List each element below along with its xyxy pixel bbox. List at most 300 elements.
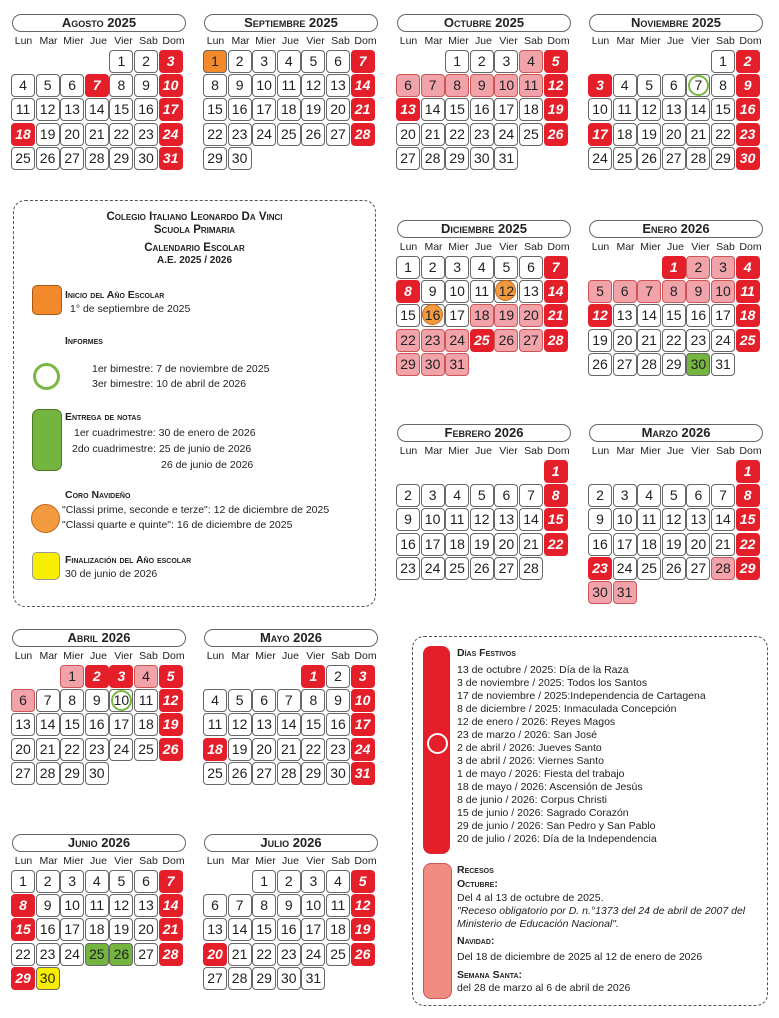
day-cell-hol — [544, 280, 568, 303]
weekday-label: Jue — [90, 650, 107, 662]
day-number: 10 — [498, 77, 515, 94]
day-cell-hol — [736, 557, 760, 580]
day-grid — [11, 665, 186, 811]
day-number: 29 — [666, 355, 682, 372]
day-number: 4 — [211, 692, 219, 709]
day-cell — [85, 689, 109, 712]
day-number: 7 — [358, 53, 367, 69]
day-cell — [252, 943, 276, 966]
day-cell-hol — [396, 98, 420, 121]
day-number: 12 — [305, 77, 322, 94]
weekday-header — [396, 444, 571, 458]
day-cell — [277, 762, 301, 785]
day-number: 3 — [309, 873, 318, 889]
day-cell — [85, 713, 109, 736]
day-number: 6 — [142, 873, 150, 889]
weekday-label: Vier — [306, 35, 325, 47]
day-cell — [711, 98, 735, 121]
day-cell — [470, 147, 494, 170]
day-number: 8 — [260, 897, 269, 914]
day-cell — [662, 304, 686, 327]
day-cell — [421, 280, 445, 303]
month-title: Noviembre 2025 — [589, 14, 763, 32]
day-number: 11 — [449, 511, 465, 528]
day-number: 12 — [354, 897, 371, 914]
day-cell — [203, 98, 227, 121]
day-number: 19 — [305, 101, 322, 118]
day-number: 22 — [449, 125, 465, 142]
day-number: 18 — [449, 535, 465, 552]
day-cell-grade — [686, 353, 710, 376]
day-cell — [109, 147, 133, 170]
day-cell — [11, 738, 35, 761]
day-cell-hol — [544, 533, 568, 556]
holiday-item: 8 de junio / 2026: Corpus Christi — [457, 794, 607, 806]
recesos-octubre-text: Del 4 al 13 de octubre de 2025. — [457, 892, 604, 904]
day-number: 5 — [645, 77, 654, 94]
weekday-label: Sab — [139, 650, 158, 662]
day-cell — [36, 147, 60, 170]
day-number: 19 — [547, 101, 564, 118]
weekday-header — [588, 240, 763, 254]
weekday-label: Vier — [306, 650, 325, 662]
day-cell-hol — [736, 329, 760, 352]
weekday-label: Mar — [39, 650, 58, 662]
holiday-item: 29 de junio / 2026: San Pedro y San Pablo — [457, 820, 656, 832]
day-number: 17 — [498, 101, 515, 118]
day-cell — [470, 533, 494, 556]
day-number: 9 — [92, 692, 101, 709]
day-number: 28 — [715, 559, 731, 576]
day-number: 8 — [309, 692, 318, 709]
coro-2: "Classi quarte e quinte": 16 de diciembre de 2025 — [62, 519, 293, 531]
weekday-label: Mier — [63, 855, 84, 867]
day-number: 7 — [527, 487, 535, 504]
day-number: 16 — [39, 921, 56, 938]
day-number: 17 — [592, 125, 608, 142]
day-cell — [662, 353, 686, 376]
day-number: 21 — [231, 945, 248, 962]
holiday-item: 17 de noviembre / 2025:Independencia de Cartagena — [457, 690, 706, 702]
month-title: Junio 2026 — [12, 834, 186, 852]
day-cell — [637, 98, 661, 121]
day-cell-rec — [134, 665, 158, 688]
day-number: 14 — [281, 716, 297, 733]
day-number: 16 — [281, 921, 297, 938]
day-cell — [134, 943, 158, 966]
day-cell — [686, 484, 710, 507]
day-number: 3 — [620, 487, 629, 504]
day-number: 3 — [358, 668, 367, 684]
weekday-label: Lun — [591, 445, 610, 457]
day-number: 5 — [309, 53, 318, 69]
day-cell — [637, 304, 661, 327]
day-cell-inf — [109, 689, 133, 712]
day-number: 5 — [551, 53, 560, 69]
weekday-header — [11, 649, 186, 663]
day-number: 8 — [743, 487, 752, 504]
day-cell-hol — [11, 894, 35, 917]
day-cell — [60, 762, 84, 785]
day-cell — [252, 967, 276, 990]
weekday-label: Jue — [282, 35, 299, 47]
day-number: 3 — [428, 487, 437, 504]
weekday-header — [203, 34, 378, 48]
day-number: 18 — [207, 740, 223, 757]
day-cell — [252, 74, 276, 97]
day-number: 15 — [449, 101, 465, 118]
day-number: 26 — [592, 355, 608, 372]
day-cell — [711, 147, 735, 170]
month-febrero — [396, 424, 571, 606]
weekday-label: Lun — [399, 241, 418, 253]
day-cell — [470, 484, 494, 507]
day-number: 18 — [138, 716, 154, 733]
day-cell — [60, 738, 84, 761]
day-cell — [109, 50, 133, 73]
weekday-label: Lun — [14, 35, 33, 47]
weekday-label: Dom — [162, 35, 185, 47]
day-cell — [494, 484, 518, 507]
day-cell-hol — [470, 329, 494, 352]
weekday-label: Dom — [547, 241, 570, 253]
day-number: 8 — [404, 283, 412, 300]
day-cell-hol — [203, 943, 227, 966]
day-cell — [326, 738, 350, 761]
day-number: 28 — [547, 331, 564, 348]
day-cell-hol — [544, 460, 568, 483]
day-number: 11 — [740, 283, 755, 300]
day-number: 10 — [449, 283, 465, 300]
notas-title: Entrega de notas — [65, 411, 142, 423]
day-cell — [134, 123, 158, 146]
day-number: 30 — [474, 149, 490, 166]
day-number: 15 — [64, 716, 80, 733]
day-cell — [613, 329, 637, 352]
day-number: 24 — [113, 740, 130, 757]
day-cell — [494, 123, 518, 146]
day-number: 16 — [690, 307, 707, 324]
day-number: 19 — [39, 125, 56, 142]
day-number: 24 — [616, 559, 633, 576]
month-enero — [588, 220, 763, 402]
day-number: 30 — [330, 764, 346, 781]
day-cell — [301, 98, 325, 121]
day-number: 12 — [547, 77, 564, 94]
day-number: 8 — [19, 897, 27, 914]
day-number: 9 — [334, 692, 342, 709]
day-number: 28 — [281, 764, 297, 781]
day-number: 11 — [523, 77, 539, 94]
inicio-date: 1° de septiembre de 2025 — [70, 303, 191, 315]
day-number: 31 — [449, 355, 465, 372]
day-number: 1 — [551, 463, 560, 479]
festivos-list — [457, 664, 757, 846]
day-cell — [662, 557, 686, 580]
day-number: 1 — [453, 53, 462, 69]
day-number: 27 — [15, 764, 31, 781]
day-cell — [711, 74, 735, 97]
day-cell — [277, 918, 301, 941]
day-number: 28 — [231, 969, 248, 986]
day-number: 10 — [592, 101, 608, 118]
day-number: 20 — [256, 740, 272, 757]
day-number: 2 — [428, 259, 437, 275]
weekday-label: Mar — [616, 241, 635, 253]
weekday-label: Jue — [667, 35, 684, 47]
day-cell-rec — [711, 557, 735, 580]
day-number: 26 — [162, 740, 179, 757]
day-number: 21 — [162, 921, 179, 938]
day-cell-rec — [11, 689, 35, 712]
notas-3: 26 de junio de 2026 — [161, 459, 254, 471]
day-number: 1 — [117, 53, 126, 69]
school-name: Colegio Italiano Leonardo Da Vinci — [106, 211, 283, 223]
day-cell-hol — [544, 256, 568, 279]
day-cell-inf — [686, 74, 710, 97]
day-cell — [494, 533, 518, 556]
weekday-label: Lun — [399, 35, 418, 47]
day-number: 29 — [305, 764, 322, 781]
weekday-label: Mier — [448, 35, 469, 47]
day-number: 16 — [739, 101, 756, 118]
day-grid — [203, 665, 378, 811]
month-septiembre — [203, 14, 378, 196]
day-cell — [109, 713, 133, 736]
weekday-header — [588, 444, 763, 458]
day-cell — [711, 353, 735, 376]
weekday-label: Mar — [424, 35, 443, 47]
day-cell-hol — [662, 256, 686, 279]
day-cell-hol — [736, 123, 760, 146]
weekday-label: Mier — [255, 35, 276, 47]
day-number: 3 — [117, 668, 126, 684]
day-cell — [396, 557, 420, 580]
day-number: 15 — [15, 921, 31, 938]
day-cell — [60, 147, 84, 170]
day-number: 26 — [666, 559, 682, 576]
day-cell-hol — [736, 98, 760, 121]
day-grid — [396, 460, 571, 606]
day-cell — [301, 943, 325, 966]
day-number: 6 — [211, 897, 219, 914]
day-number: 21 — [281, 740, 297, 757]
day-number: 26 — [641, 149, 657, 166]
day-cell — [326, 918, 350, 941]
day-cell — [588, 98, 612, 121]
day-cell-rec — [686, 256, 710, 279]
weekday-label: Vier — [499, 241, 518, 253]
weekday-label: Mar — [231, 650, 250, 662]
day-number: 13 — [498, 511, 515, 528]
day-number: 23 — [424, 331, 441, 348]
day-cell — [252, 713, 276, 736]
day-cell-hol — [351, 918, 375, 941]
day-cell-rec — [711, 256, 735, 279]
day-cell — [637, 533, 661, 556]
day-number: 19 — [592, 331, 608, 348]
day-cell — [277, 738, 301, 761]
day-number: 2 — [142, 53, 150, 69]
day-cell-hol — [736, 50, 760, 73]
day-cell — [326, 74, 350, 97]
day-cell-hol — [736, 280, 760, 303]
day-cell-hol — [351, 123, 375, 146]
day-cell — [11, 98, 35, 121]
day-number: 27 — [207, 969, 223, 986]
day-cell — [326, 665, 350, 688]
legend-box — [13, 200, 376, 607]
day-number: 31 — [305, 969, 322, 986]
day-number: 3 — [502, 53, 511, 69]
day-number: 3 — [68, 873, 77, 889]
day-number: 13 — [616, 307, 633, 324]
day-number: 20 — [616, 331, 633, 348]
day-cell — [134, 918, 158, 941]
day-cell — [711, 329, 735, 352]
day-cell — [252, 870, 276, 893]
day-cell — [60, 894, 84, 917]
day-number: 19 — [162, 716, 179, 733]
day-cell — [326, 943, 350, 966]
day-cell-hol — [544, 484, 568, 507]
day-number: 7 — [235, 897, 244, 914]
month-title: Diciembre 2025 — [397, 220, 571, 238]
day-cell — [11, 147, 35, 170]
day-cell — [228, 98, 252, 121]
day-number: 19 — [666, 535, 682, 552]
day-cell-rec — [421, 74, 445, 97]
recesos-navidad-label: Navidad: — [457, 935, 495, 947]
day-cell-hol — [736, 256, 760, 279]
holiday-item: 8 de diciembre / 2025: Inmaculada Concepción — [457, 703, 677, 715]
day-number: 28 — [89, 149, 105, 166]
day-number: 5 — [117, 873, 126, 889]
day-cell-hol — [736, 460, 760, 483]
day-number: 15 — [715, 101, 731, 118]
day-cell-choir — [421, 304, 445, 327]
day-number: 10 — [113, 692, 130, 709]
day-cell-hol — [544, 329, 568, 352]
weekday-label: Dom — [354, 650, 377, 662]
day-cell-hol — [588, 557, 612, 580]
day-cell — [686, 304, 710, 327]
month-julio — [203, 834, 378, 1016]
day-number: 15 — [256, 921, 272, 938]
day-cell — [588, 533, 612, 556]
day-cell — [445, 304, 469, 327]
day-number: 16 — [474, 101, 490, 118]
day-number: 13 — [523, 283, 539, 300]
notas-1: 1er cuadrimestre: 30 de enero de 2026 — [74, 427, 256, 439]
day-cell — [301, 713, 325, 736]
day-cell — [228, 738, 252, 761]
day-cell — [36, 943, 60, 966]
day-cell-rec — [396, 353, 420, 376]
weekday-label: Vier — [114, 650, 133, 662]
weekday-label: Sab — [331, 35, 350, 47]
weekday-label: Mier — [63, 35, 84, 47]
weekday-label: Lun — [206, 650, 225, 662]
day-cell — [613, 353, 637, 376]
day-number: 24 — [449, 331, 465, 348]
day-cell — [228, 123, 252, 146]
day-cell-hol — [203, 738, 227, 761]
day-cell — [301, 870, 325, 893]
day-number: 14 — [354, 77, 371, 94]
day-cell — [637, 329, 661, 352]
weekday-label: Mar — [39, 35, 58, 47]
day-cell — [11, 74, 35, 97]
day-number: 5 — [235, 692, 244, 709]
weekday-label: Mier — [640, 241, 661, 253]
day-cell — [36, 74, 60, 97]
day-number: 29 — [400, 355, 416, 372]
holiday-item: 12 de enero / 2026: Reyes Magos — [457, 716, 616, 728]
month-title: Febrero 2026 — [397, 424, 571, 442]
day-number: 24 — [592, 149, 608, 166]
day-cell — [326, 50, 350, 73]
day-number: 1 — [669, 259, 678, 275]
day-number: 2 — [235, 53, 244, 69]
weekday-header — [11, 34, 186, 48]
day-cell — [228, 50, 252, 73]
day-cell — [494, 98, 518, 121]
day-number: 10 — [354, 692, 371, 709]
day-cell-end — [36, 967, 60, 990]
month-title: Mayo 2026 — [204, 629, 378, 647]
day-cell — [301, 918, 325, 941]
day-grid — [203, 870, 378, 1016]
weekday-label: Lun — [206, 855, 225, 867]
day-number: 27 — [616, 355, 633, 372]
day-cell-rec — [588, 581, 612, 604]
day-cell — [301, 762, 325, 785]
day-number: 14 — [641, 307, 657, 324]
day-number: 30 — [281, 969, 297, 986]
day-number: 4 — [334, 873, 342, 889]
day-cell — [252, 123, 276, 146]
day-number: 22 — [739, 535, 756, 552]
weekday-label: Lun — [206, 35, 225, 47]
day-cell — [60, 870, 84, 893]
day-cell-hol — [736, 304, 760, 327]
day-number: 13 — [256, 716, 272, 733]
day-number: 18 — [641, 535, 657, 552]
weekday-label: Dom — [162, 855, 185, 867]
day-number: 14 — [715, 511, 731, 528]
day-number: 22 — [305, 740, 322, 757]
day-number: 25 — [15, 149, 31, 166]
day-cell-hol — [544, 123, 568, 146]
recesos-octubre-note: "Receso obligatorio por D. n.°1373 del 24 de abril de 2007 del Ministerio de Educación Nacional". — [457, 905, 746, 930]
day-number: 12 — [162, 692, 179, 709]
day-number: 15 — [305, 716, 322, 733]
day-number: 20 — [64, 125, 80, 142]
day-cell — [326, 713, 350, 736]
day-number: 21 — [523, 535, 539, 552]
day-number: 7 — [92, 77, 101, 94]
day-number: 25 — [523, 125, 539, 142]
day-cell — [326, 689, 350, 712]
day-cell-rec — [519, 50, 543, 73]
day-cell — [11, 713, 35, 736]
weekday-label: Sab — [331, 855, 350, 867]
day-cell — [228, 147, 252, 170]
day-cell-hol — [544, 50, 568, 73]
day-cell — [686, 147, 710, 170]
day-number: 30 — [89, 764, 105, 781]
